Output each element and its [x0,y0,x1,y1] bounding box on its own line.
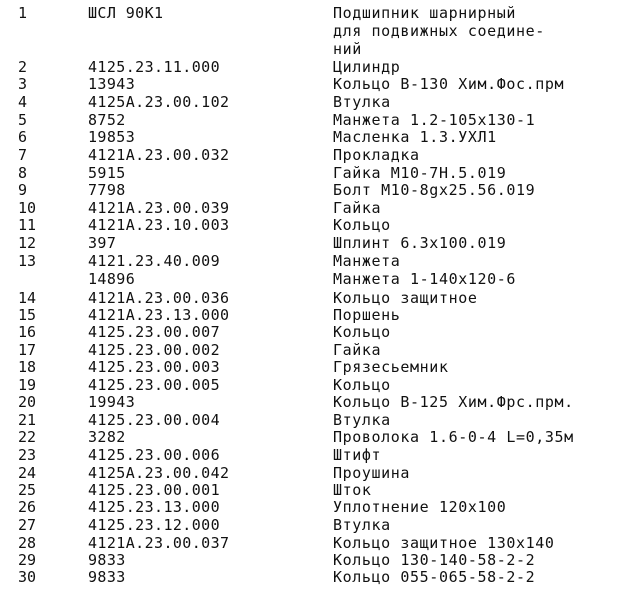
part-designation: 9833 [88,568,126,586]
part-name: для подвижных соедине- [333,22,545,40]
part-designation: 4125.23.00.007 [88,323,221,341]
part-name: Кольцо [333,216,391,234]
part-designation: 4121А.23.00.032 [88,146,230,164]
position-number: 19 [18,376,37,394]
position-number: 6 [18,128,28,146]
list-row [0,111,626,129]
part-name: Подшипник шарнирный [333,4,516,22]
part-designation: 5915 [88,164,126,182]
position-number: 14 [18,289,37,307]
part-designation: 19853 [88,128,136,146]
list-row [0,199,626,217]
part-name: Манжета 1.2-105х130-1 [333,111,536,129]
list-row [0,358,626,376]
part-name: Кольцо [333,323,391,341]
part-name: Грязесьемник [333,358,449,376]
part-designation: 4125.23.00.004 [88,411,221,429]
position-number: 29 [18,551,37,569]
position-number: 2 [18,58,28,76]
part-name: Манжета 1-140х120-6 [333,270,516,288]
part-designation: 4121А.23.00.039 [88,199,230,217]
list-row [0,181,626,199]
list-row [0,93,626,111]
list-row [0,534,626,552]
list-row [0,393,626,411]
part-name: Уплотнение 120х100 [333,498,507,516]
part-name: Гайка М10-7Н.5.019 [333,164,507,182]
position-number: 28 [18,534,37,552]
position-number: 21 [18,411,37,429]
list-row [0,128,626,146]
part-name: Прокладка [333,146,420,164]
part-designation: 8752 [88,111,126,129]
part-name: Кольцо 130-140-58-2-2 [333,551,536,569]
position-number: 10 [18,199,37,217]
position-number: 15 [18,306,37,324]
position-number: 16 [18,323,37,341]
part-designation: 4125А.23.00.042 [88,464,230,482]
position-number: 12 [18,234,37,252]
part-designation: 4121А.23.00.036 [88,289,230,307]
list-row [0,4,626,22]
part-designation: 4125.23.00.002 [88,341,221,359]
part-name: Втулка [333,516,391,534]
position-number: 3 [18,75,28,93]
part-designation: 4121А.23.13.000 [88,306,230,324]
list-row [0,289,626,307]
part-name: Масленка 1.3.УХЛ1 [333,128,497,146]
position-number: 7 [18,146,28,164]
position-number: 11 [18,216,37,234]
part-designation: 9833 [88,551,126,569]
position-number: 30 [18,568,37,586]
position-number: 20 [18,393,37,411]
position-number: 17 [18,341,37,359]
part-designation: 397 [88,234,117,252]
part-name: Штифт [333,446,382,464]
position-number: 24 [18,464,37,482]
position-number: 13 [18,252,37,270]
list-row [0,252,626,270]
part-designation: 4125.23.00.003 [88,358,221,376]
list-row [0,164,626,182]
list-row [0,22,626,40]
part-name: ний [333,40,362,58]
list-row [0,481,626,499]
part-name: Проушина [333,464,411,482]
part-name: Проволока 1.6-0-4 L=0,35м [333,428,574,446]
list-row [0,551,626,569]
part-name: Кольцо В-125 Хим.Фрс.прм. [333,393,574,411]
list-row [0,40,626,58]
position-number: 27 [18,516,37,534]
part-name: Втулка [333,411,391,429]
list-row [0,216,626,234]
part-designation: 7798 [88,181,126,199]
position-number: 22 [18,428,37,446]
part-designation: 4125А.23.00.102 [88,93,230,111]
list-row [0,411,626,429]
part-name: Кольцо 055-065-58-2-2 [333,568,536,586]
part-name: Гайка [333,341,382,359]
position-number: 8 [18,164,28,182]
list-row [0,306,626,324]
list-row [0,270,626,288]
part-name: Шплинт 6.3х100.019 [333,234,507,252]
part-name: Поршень [333,306,401,324]
position-number: 26 [18,498,37,516]
list-row [0,341,626,359]
part-designation: 4121.23.40.009 [88,252,221,270]
part-designation: 4125.23.13.000 [88,498,221,516]
part-designation: 4125.23.00.006 [88,446,221,464]
part-designation: 4125.23.11.000 [88,58,221,76]
part-designation: 19943 [88,393,136,411]
position-number: 23 [18,446,37,464]
list-row [0,516,626,534]
list-row [0,323,626,341]
list-row [0,376,626,394]
part-designation: 13943 [88,75,136,93]
position-number: 5 [18,111,28,129]
part-designation: 4125.23.00.001 [88,481,221,499]
part-name: Цилиндр [333,58,401,76]
part-designation: 14896 [88,270,136,288]
list-row [0,464,626,482]
part-name: Кольцо защитное 130х140 [333,534,555,552]
part-designation: 4121А.23.10.003 [88,216,230,234]
part-name: Гайка [333,199,382,217]
part-designation: 4121А.23.00.037 [88,534,230,552]
part-name: Кольцо В-130 Хим.Фос.прм [333,75,565,93]
part-name: Кольцо [333,376,391,394]
list-row [0,58,626,76]
part-name: Втулка [333,93,391,111]
position-number: 18 [18,358,37,376]
part-name: Манжета [333,252,401,270]
list-row [0,234,626,252]
part-designation: ШСЛ 90К1 [88,4,164,22]
list-row [0,428,626,446]
list-row [0,446,626,464]
part-name: Кольцо защитное [333,289,478,307]
position-number: 25 [18,481,37,499]
list-row [0,75,626,93]
part-designation: 3282 [88,428,126,446]
part-name: Шток [333,481,372,499]
list-row [0,498,626,516]
position-number: 9 [18,181,28,199]
position-number: 4 [18,93,28,111]
part-designation: 4125.23.00.005 [88,376,221,394]
position-number: 1 [18,4,28,22]
list-row [0,146,626,164]
part-name: Болт М10-8gх25.56.019 [333,181,536,199]
list-row [0,568,626,586]
part-designation: 4125.23.12.000 [88,516,221,534]
